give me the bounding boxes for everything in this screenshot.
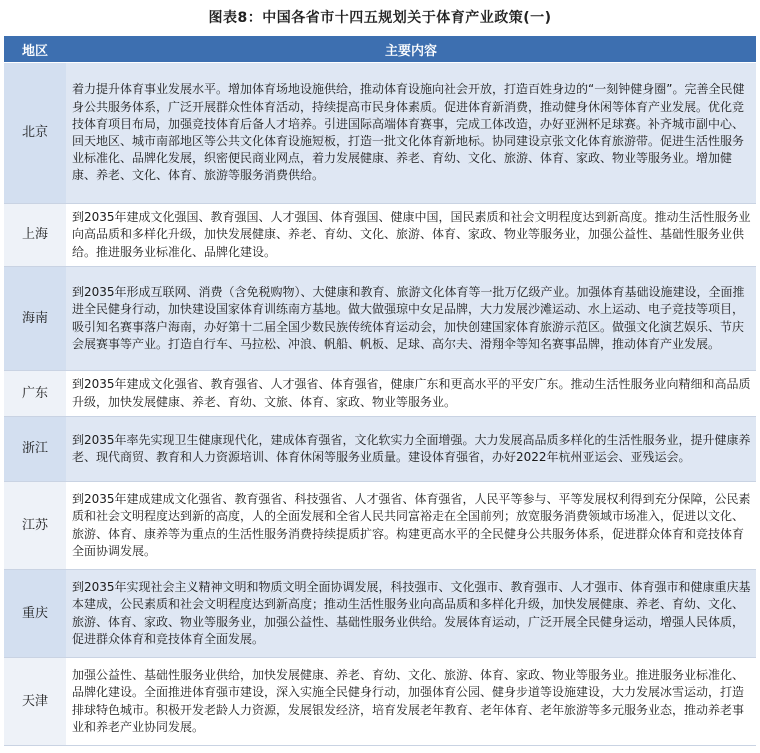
content-cell: 着力提升体育事业发展水平。增加体育场地设施供给，推动体育设施向社会开放，打造百姓身边的“一刻钟健身圈”。完善全民健身公共服务体系，广泛开展群众性体育活动，持续提高市民身体素质。促进体育新消费，推动健身休闲等体育产业发展。优化竞技体育项目布局，加强竞技体育后备人才培养。引进国际高端体育赛事，完成工体改造，办好亚洲杯足球赛。补齐城市副中心、回天地区、城市南部地区等公共文化体育设施短板，打造一批文化体育新地标。协同建设京张文化体育旅游带。促进生活性服务业标准化、品牌化发展，织密便民商业网点，着力发展健康、养老、育幼、文化、旅游、体育、家政、物业等服务业。增加健康、养老、文化、体育、旅游等服务消费供给。 — [66, 63, 756, 204]
header-region: 地区 — [4, 36, 66, 63]
table-row — [4, 204, 756, 267]
table-row — [4, 570, 756, 658]
content-cell: 到2035年建成文化强国、教育强国、人才强国、体育强国、健康中国，国民素质和社会文明程度达到新高度。推动生活性服务业向高品质和多样化升级，加快发展健康、养老、育幼、文化、旅游、体育、家政、物业等服务业，加强公益性、基础性服务业供给。推进服务业标准化、品牌化建设。 — [66, 204, 756, 267]
table-row — [4, 267, 756, 371]
region-cell: 天津 — [4, 658, 66, 746]
table-row — [4, 658, 756, 746]
content-cell: 到2035年建成文化强省、教育强省、人才强省、体育强省，健康广东和更高水平的平安广东。推动生活性服务业向精细和高品质升级，加快发展健康、养老、育幼、文旅、体育、家政、物业等服务业。 — [66, 371, 756, 417]
table-header-row — [4, 36, 756, 63]
region-cell: 上海 — [4, 204, 66, 267]
region-cell: 海南 — [4, 267, 66, 371]
header-content: 主要内容 — [66, 36, 756, 63]
region-cell: 广东 — [4, 371, 66, 417]
chart-title: 图表8：中国各省市十四五规划关于体育产业政策(一) — [208, 10, 552, 26]
content-cell: 到2035年建成建成文化强省、教育强省、科技强省、人才强省、体育强省，人民平等参与、平等发展权利得到充分保障，公民素质和社会文明程度达到新的高度，人的全面发展和全省人民共同富裕走在全国前列；放宽服务消费领域市场准入，促进以文化、旅游、体育、康养等为重点的生活性服务消费持续提质扩容。构建更高水平的全民健身公共服务体系，促进群众体育和竞技体育全面协调发展。 — [66, 482, 756, 570]
policy-table — [4, 36, 756, 746]
content-cell: 到2035年率先实现卫生健康现代化，建成体育强省，文化软实力全面增强。大力发展高品质多样化的生活性服务业，提升健康养老、现代商贸、教育和人力资源培训、体育休闲等服务业质量。建设体育强省，办好2022年杭州亚运会、亚残运会。 — [66, 417, 756, 482]
region-cell: 重庆 — [4, 570, 66, 658]
content-cell: 到2035年实现社会主义精神文明和物质文明全面协调发展，科技强市、文化强市、教育强市、人才强市、体育强市和健康重庆基本建成，公民素质和社会文明程度达到新高度；推动生活性服务业向高品质和多样化升级，加快发展健康、养老、育幼、文化、旅游、体育、家政、物业等服务业，加强公益性、基础性服务业供给。发展体育运动，广泛开展全民健身运动，增强人民体质，促进群众体育和竞技体育全面发展。 — [66, 570, 756, 658]
region-cell: 江苏 — [4, 482, 66, 570]
content-cell: 到2035年形成互联网、消费（含免税购物）、大健康和教育、旅游文化体育等一批万亿级产业。加强体育基础设施建设，全面推进全民健身行动，加快建设国家体育训练南方基地。做大做强琼中女足品牌，大力发展沙滩运动、水上运动、电子竞技等项目，吸引知名赛事落户海南，办好第十二届全国少数民族传统体育运动会，加快创建国家体育旅游示范区。做强文化演艺娱乐、节庆会展赛事等产业。打造自行车、马拉松、冲浪、帆船、帆板、足球、高尔夫、滑翔伞等知名赛事品牌，推动体育产业发展。 — [66, 267, 756, 371]
region-cell: 浙江 — [4, 417, 66, 482]
table-row — [4, 63, 756, 204]
table-row — [4, 371, 756, 417]
region-cell: 北京 — [4, 63, 66, 204]
table-row — [4, 482, 756, 570]
table-row — [4, 417, 756, 482]
content-cell: 加强公益性、基础性服务业供给，加快发展健康、养老、育幼、文化、旅游、体育、家政、物业等服务业。推进服务业标准化、品牌化建设。全面推进体育强市建设，深入实施全民健身行动，加强体育公园、健身步道等设施建设，大力发展冰雪运动，打造排球特色城市。积极开发老龄人力资源，发展银发经济，培育发展老年教育、老年体育、老年旅游等多元服务业态，推动养老事业和养老产业协同发展。 — [66, 658, 756, 746]
